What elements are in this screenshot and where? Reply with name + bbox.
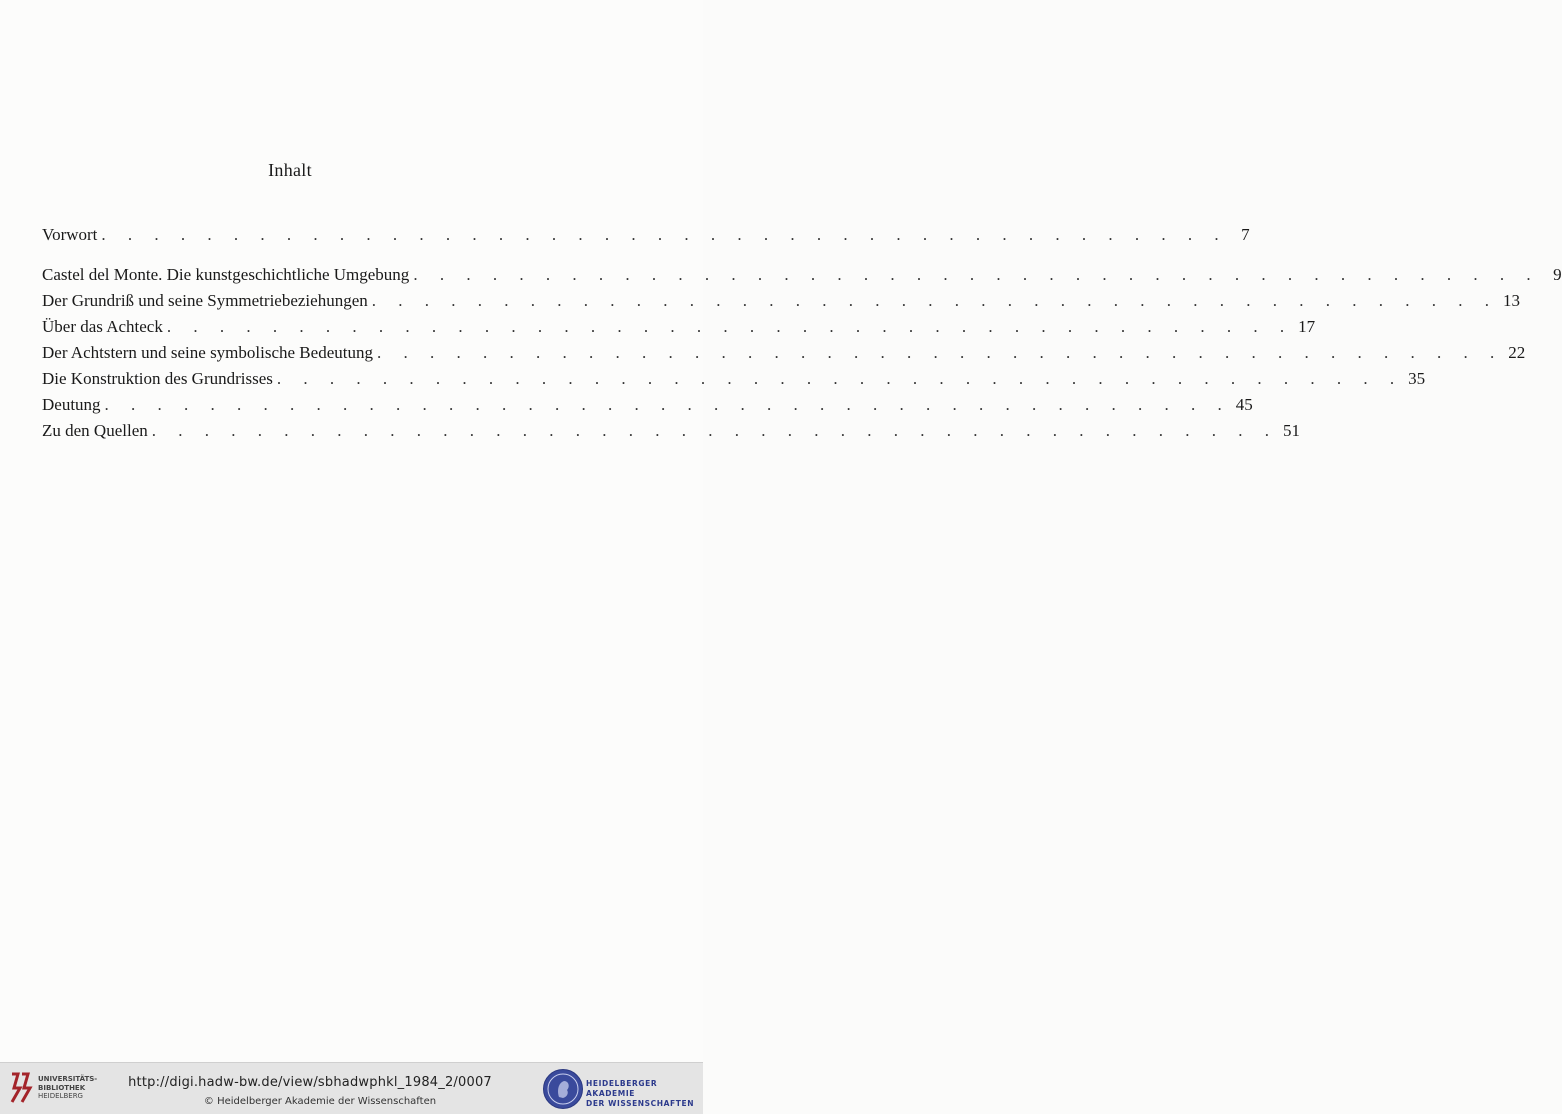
- dot-leader: . . . . . . . . . . . . . . . . . . . . . . . . . . . . . . . . . . . . . . . . . . .: [151, 421, 1278, 440]
- dot-leader: . . . . . . . . . . . . . . . . . . . . . . . . . . . . . . . . . . . . . . . . . . .: [101, 225, 1228, 244]
- toc-entry-page: 13: [1503, 291, 1520, 310]
- toc-entry: [42, 392, 1253, 418]
- toc-entry-label: Der Achtstern und seine symbolische Bedeutung: [42, 343, 373, 362]
- copyright-notice: © Heidelberger Akademie der Wissenschaften: [203, 1096, 437, 1107]
- academy-line-2: DER WISSENSCHAFTEN: [586, 1099, 695, 1108]
- toc-entry: [42, 418, 1300, 444]
- table-of-contents: [42, 222, 1562, 444]
- toc-entry: [42, 222, 1250, 248]
- toc-entry-label: Über das Achteck: [42, 317, 163, 336]
- library-line-3: HEIDELBERG: [38, 1092, 83, 1100]
- toc-entry: [42, 314, 1316, 340]
- toc-entry-page: 51: [1283, 421, 1300, 440]
- toc-entry-page: 17: [1298, 317, 1316, 336]
- toc-entry-label: Vorwort: [42, 225, 98, 244]
- viewer-footer: [0, 1062, 703, 1114]
- dot-leader: . . . . . . . . . . . . . . . . . . . . . . . . . . . . . . . . . . . . . . . . . . .: [104, 395, 1231, 414]
- library-line-2: BIBLIOTHEK: [38, 1083, 86, 1092]
- dot-leader: . . . . . . . . . . . . . . . . . . . . . . . . . . . . . . . . . . . . . . . . . . .: [413, 265, 1540, 284]
- page-title: Inhalt: [268, 160, 312, 180]
- dot-leader: . . . . . . . . . . . . . . . . . . . . . . . . . . . . . . . . . . . . . . . . . . .: [276, 369, 1404, 388]
- library-line-1: UNIVERSITÄTS-: [38, 1075, 98, 1083]
- toc-entry-page: 35: [1408, 369, 1426, 388]
- dot-leader: . . . . . . . . . . . . . . . . . . . . . . . . . . . . . . . . . . . . . . . . . . .: [371, 291, 1498, 310]
- toc-entry: [42, 262, 1562, 288]
- toc-entry-label: Deutung: [42, 395, 101, 414]
- toc-entry: [42, 288, 1520, 314]
- toc-entry-page: 22: [1508, 343, 1526, 362]
- toc-entry-page: 45: [1235, 395, 1253, 414]
- toc-entry-page: 7: [1241, 225, 1250, 244]
- academy-line-1: HEIDELBERGER AKADEMIE: [586, 1079, 658, 1098]
- toc-entry-label: Zu den Quellen: [42, 421, 148, 440]
- toc-entry-label: Castel del Monte. Die kunstgeschichtliche Umgebung: [42, 265, 410, 284]
- toc-entry-page: 9: [1553, 265, 1562, 284]
- dot-leader: . . . . . . . . . . . . . . . . . . . . . . . . . . . . . . . . . . . . . . . . . . .: [166, 317, 1294, 336]
- academy-seal-icon[interactable]: [543, 1069, 583, 1109]
- toc-entry: [42, 366, 1426, 392]
- toc-entry-label: Der Grundriß und seine Symmetriebeziehungen: [42, 291, 368, 310]
- toc-entry-label: Die Konstruktion des Grundrisses: [42, 369, 273, 388]
- permalink-url[interactable]: http://digi.hadw-bw.de/view/sbhadwphkl_1984_2/0007: [128, 1075, 492, 1090]
- academy-name: [586, 1079, 703, 1109]
- dot-leader: . . . . . . . . . . . . . . . . . . . . . . . . . . . . . . . . . . . . . . . . . . .: [376, 343, 1504, 362]
- toc-entry: [42, 340, 1526, 366]
